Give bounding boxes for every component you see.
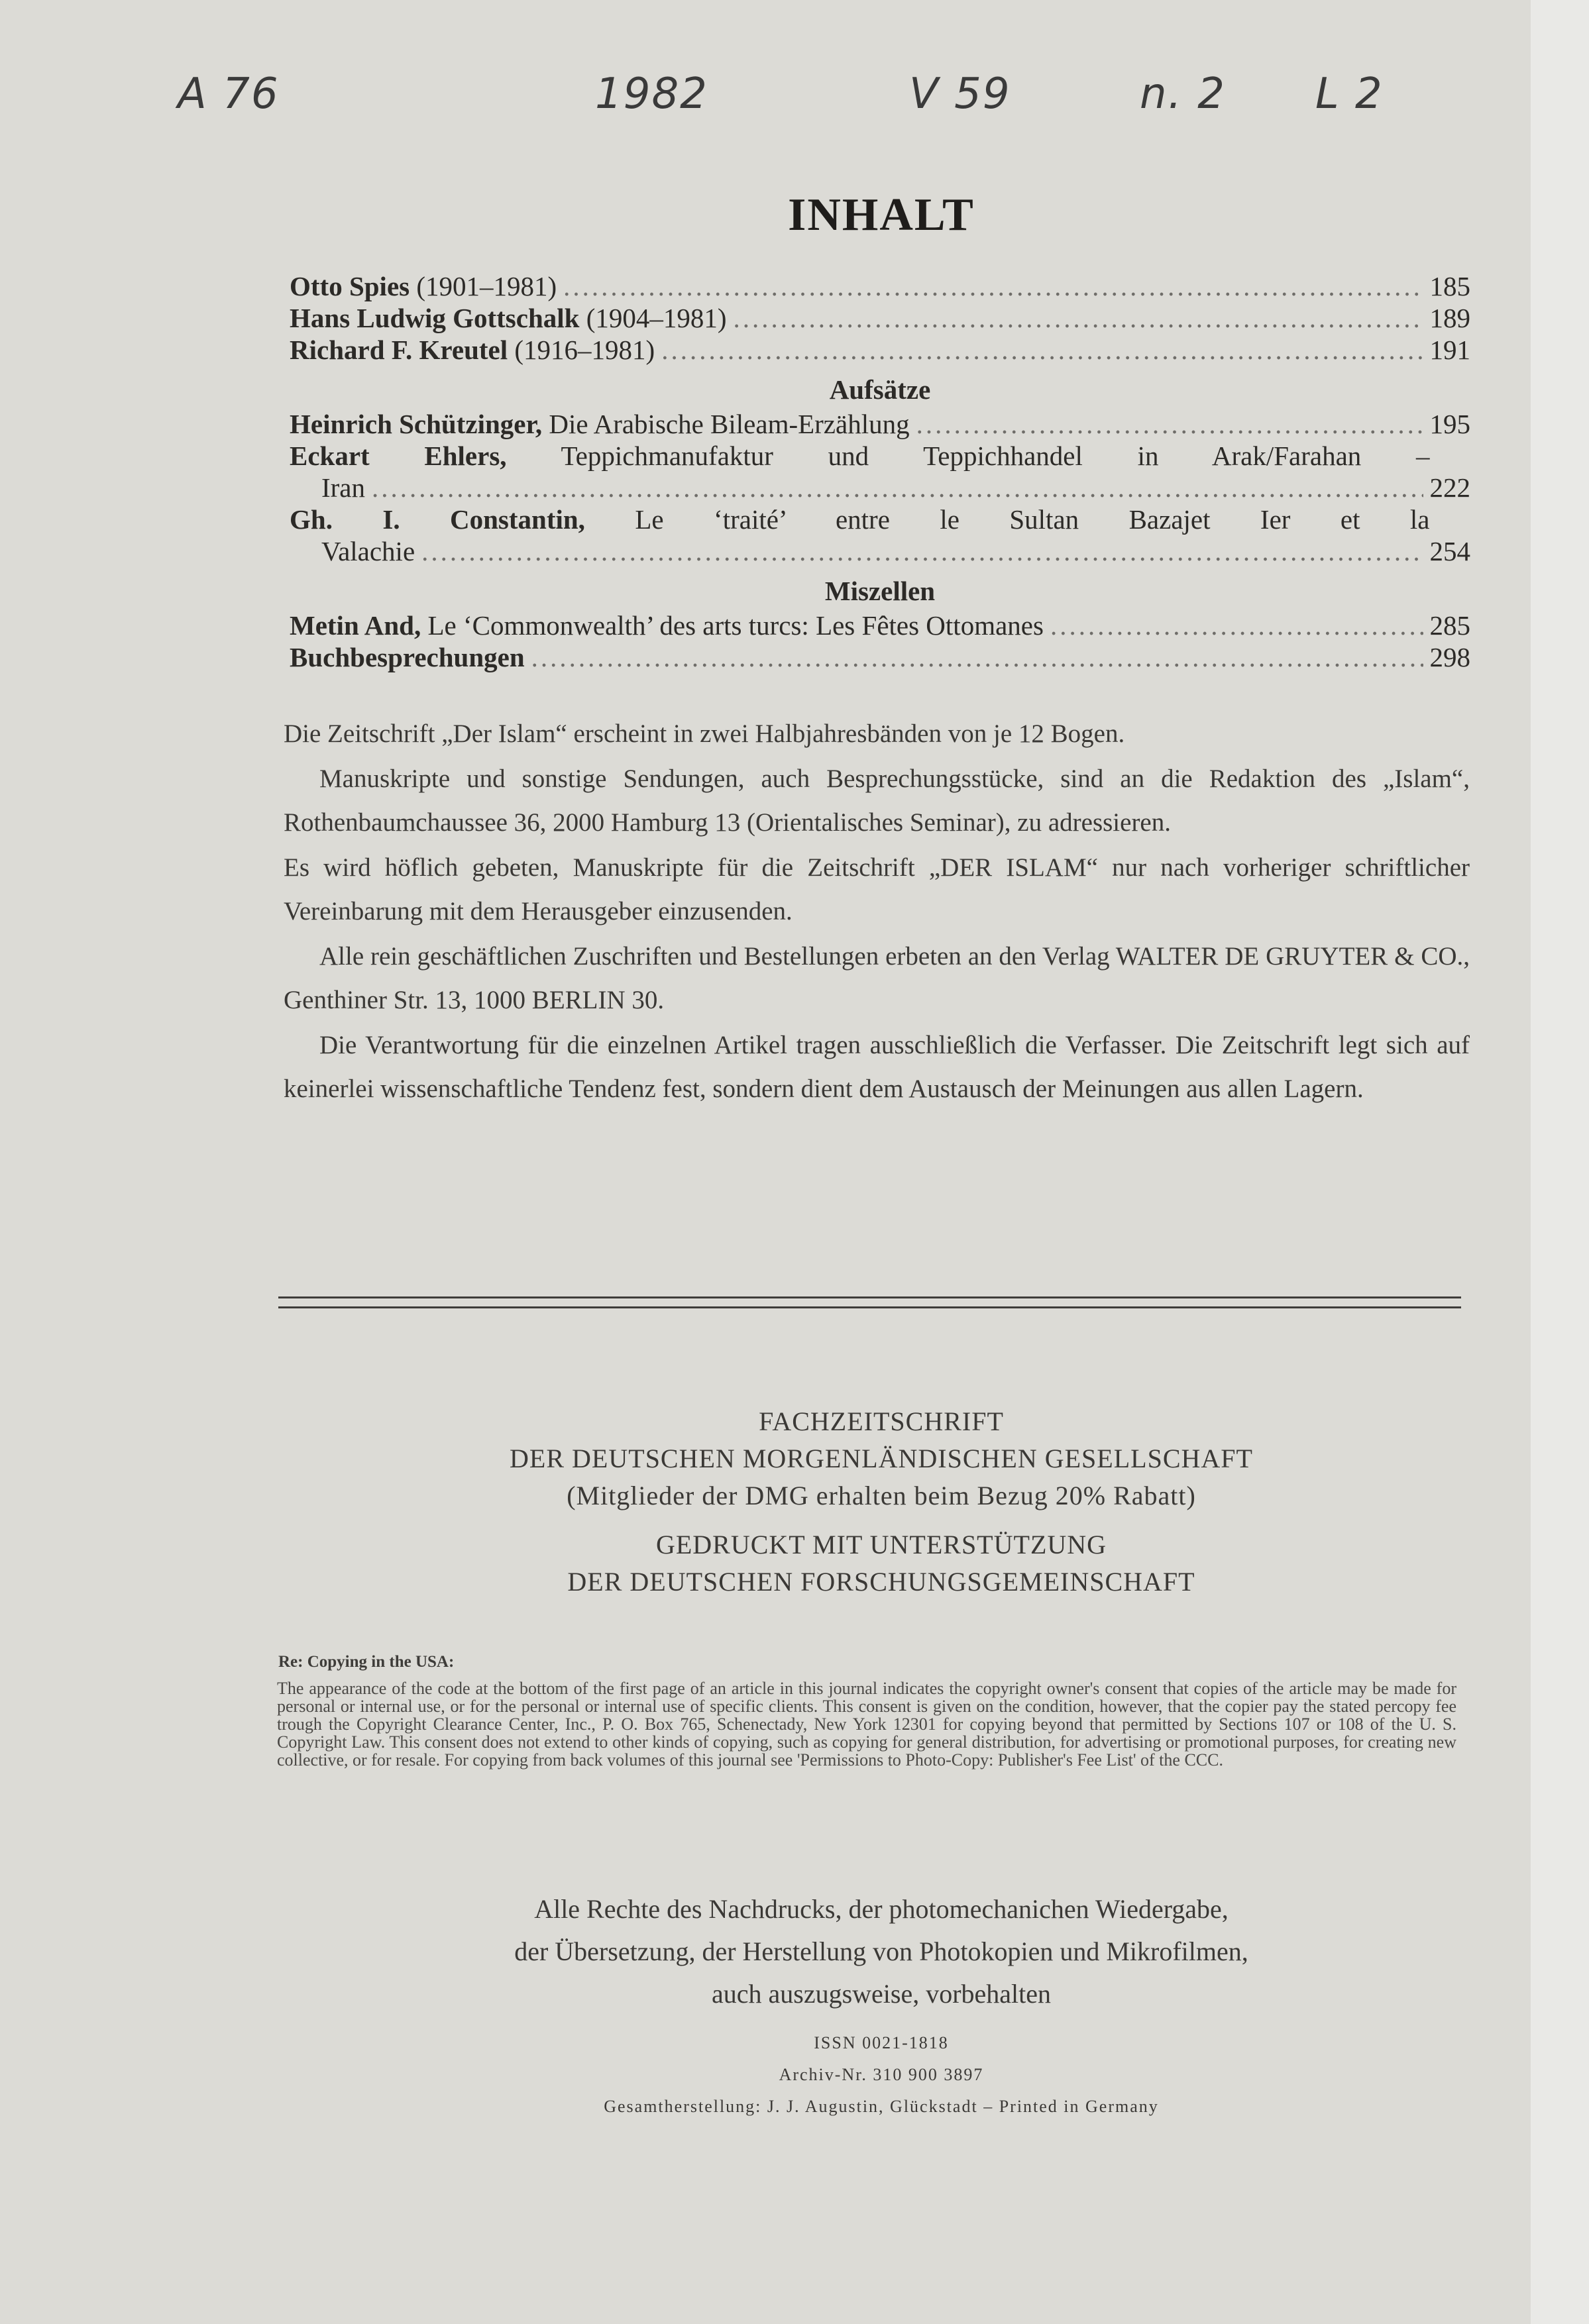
fach-line: GEDRUCKT MIT UNTERSTÜTZUNG (655, 1530, 1107, 1559)
leader-dots (563, 270, 1423, 302)
note-paragraph: Die Verantwortung für die einzelnen Artikel tragen ausschließlich die Verfasser. Die Zeitschrift legt sich auf keinerlei wissenschaftliche Tendenz fest, sondern dient dem Austausch der Meinungen aus allen Lagern. (284, 1031, 1470, 1103)
rights-line: auch auszugsweise, vorbehalten (711, 1979, 1052, 2009)
toc-entry (290, 609, 1470, 641)
leader-dots (916, 408, 1423, 440)
section-heading-miszellen: Miszellen (824, 576, 936, 606)
toc-entry (290, 302, 1470, 334)
section-heading-aufsaetze: Aufsätze (829, 374, 931, 405)
toc-dates: (1901–1981) (410, 271, 557, 301)
fach-line: DER DEUTSCHEN MORGENLÄNDISCHEN GESELLSCHAFT (510, 1444, 1253, 1473)
toc-author: Richard F. Kreutel (290, 335, 508, 365)
toc-entry (290, 270, 1470, 302)
toc-entry (290, 503, 1470, 535)
table-of-contents (290, 270, 1470, 673)
issn: ISSN 0021-1818 (814, 2033, 949, 2052)
toc-title-continued: Valachie (321, 536, 415, 566)
toc-page: 222 (1429, 472, 1470, 503)
leader-dots (421, 535, 1423, 567)
toc-author: Heinrich Schützinger, (290, 409, 543, 439)
leader-dots (1050, 609, 1423, 641)
toc-author: Otto Spies (290, 271, 410, 301)
leader-dots (531, 641, 1423, 673)
toc-dates: (1916–1981) (508, 335, 655, 365)
toc-entry (290, 641, 1470, 673)
toc-author: Eckart Ehlers, (290, 441, 507, 471)
toc-page: 254 (1429, 536, 1470, 566)
handwritten-note-4: n. 2 (1140, 70, 1226, 119)
toc-page: 189 (1429, 303, 1470, 333)
toc-entry-continuation (290, 472, 1470, 503)
note-paragraph: Die Zeitschrift „Der Islam“ erscheint in zwei Halbjahresbänden von je 12 Bogen. (284, 719, 1125, 748)
toc-title-continued: Iran (321, 472, 366, 503)
toc-author: Hans Ludwig Gottschalk (290, 303, 580, 333)
toc-page: 285 (1429, 610, 1470, 641)
toc-entry (290, 334, 1470, 366)
fach-line: (Mitglieder der DMG erhalten beim Bezug 20% Rabatt) (567, 1481, 1196, 1510)
handwritten-note-5: L 2 (1315, 70, 1384, 119)
toc-page: 191 (1429, 335, 1470, 365)
toc-title: Le ‘Commonwealth’ des arts turcs: Les Fêtes Ottomanes (421, 610, 1044, 641)
handwritten-note-1: A 76 (178, 70, 280, 119)
toc-page: 185 (1429, 271, 1470, 301)
rights-line: der Übersetzung, der Herstellung von Photokopien und Mikrofilmen, (514, 1936, 1248, 1966)
rights-line: Alle Rechte des Nachdrucks, der photomechanichen Wiedergabe, (534, 1894, 1229, 1924)
handwritten-note-2: 1982 (595, 70, 708, 119)
toc-page: 298 (1429, 642, 1470, 672)
toc-title: Le ‘traité’ entre le Sultan Bazajet Ier et la (584, 504, 1430, 535)
copying-text: The appearance of the code at the bottom of the first page of an article in this journal indicates the copyright owner's consent that copies of the article may be made for personal or internal use, or for the personal or internal use of specific clients. This consent is given on the condition, however, that the copier pay the stated percopy fee trough the Copyright Clearance Center, Inc., P. O. Box 765, Schenectady, New York 12301 for copying beyond that permitted by Sections 107 or 108 of the U. S. Copyright Law. This consent does not extend to other kinds of copying, such as copying for general distribution, for advertising or promotional purposes, for creating new collective, or for resale. For copying from back volumes of this journal see 'Permissions to Photo-Copy: Publisher's Fee List' of the CCC. (277, 1679, 1456, 1769)
divider-rule (278, 1306, 1461, 1308)
toc-entry (290, 440, 1470, 472)
toc-author: Metin And, (290, 610, 421, 641)
leader-dots (661, 334, 1423, 366)
leader-dots (372, 472, 1423, 503)
editorial-notes (284, 712, 1470, 1112)
handwritten-note-3: V 59 (909, 70, 1011, 119)
note-paragraph: Manuskripte und sonstige Sendungen, auch Besprechungsstücke, sind an die Redaktion des „Islam“, Rothenbaumchaussee 36, 2000 Hamburg 13 (Orientalisches Seminar), zu adressieren. (284, 765, 1470, 837)
archiv-number: Archiv-Nr. 310 900 3897 (779, 2065, 984, 2084)
printer-credit: Gesamtherstellung: J. J. Augustin, Glückstadt – Printed in Germany (604, 2097, 1159, 2116)
leader-dots (734, 302, 1423, 334)
note-paragraph: Es wird höflich gebeten, Manuskripte für die Zeitschrift „DER ISLAM“ nur nach vorheriger schriftlicher Vereinbarung mit dem Herausgeber einzusenden. (284, 853, 1470, 925)
toc-title: Die Arabische Bileam-Erzählung (542, 409, 910, 439)
toc-entry-continuation (290, 535, 1470, 567)
copying-heading: Re: Copying in the USA: (278, 1653, 455, 1671)
note-paragraph: Alle rein geschäftlichen Zuschriften und Bestellungen erbeten an den Verlag WALTER DE GRUYTER & CO., Genthiner Str. 13, 1000 BERLIN 30. (284, 942, 1470, 1014)
page-title: INHALT (788, 189, 975, 240)
fachzeitschrift-block (0, 1403, 1589, 1601)
toc-page: 195 (1429, 409, 1470, 439)
fach-line: FACHZEITSCHRIFT (759, 1406, 1004, 1436)
rights-block (0, 1888, 1589, 2015)
toc-author: Gh. I. Constantin, (290, 504, 585, 535)
toc-dates: (1904–1981) (579, 303, 727, 333)
divider-rule (278, 1296, 1461, 1298)
imprint-block (0, 2027, 1589, 2123)
fach-line: DER DEUTSCHEN FORSCHUNGSGEMEINSCHAFT (567, 1567, 1195, 1597)
toc-entry (290, 408, 1470, 440)
toc-author: Buchbesprechungen (290, 642, 525, 672)
toc-title: Teppichmanufaktur und Teppichhandel in Arak/Farahan – (506, 441, 1430, 471)
